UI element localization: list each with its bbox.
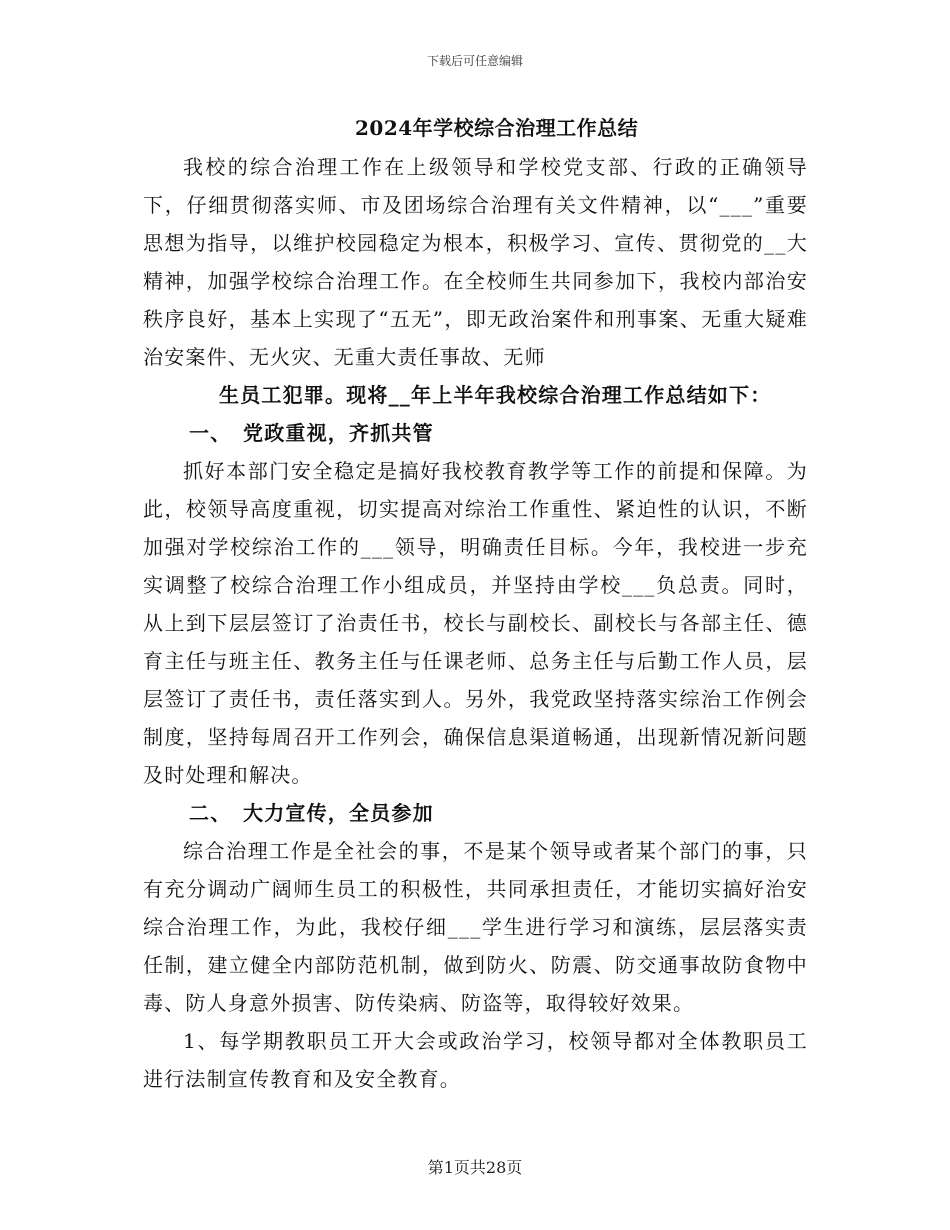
section-number: 二、	[189, 801, 232, 825]
page-header: 下载后可任意编辑	[426, 54, 523, 68]
intro-paragraph: 我校的综合治理工作在上级领导和学校党支部、行政的正确领导下，仔细贯彻落实师、市及团场综合治理有关文件精神，以“___”重要思想为指导，以维护校园稳定为根本，积极学习、宣传、贯彻党的__大精神，加强学校综合治理工作。在全校师生共同参加下，我校内部治安秩序良好，基本上实现了“五无”，即无政治案件和刑事案、无重大疑难治安案件、无火灾、无重大责任事故、无师	[143, 155, 808, 369]
intro-summary-line: 生员工犯罪。现将__年上半年我校综合治理工作总结如下：	[219, 383, 772, 407]
document-title: 2024年学校综合治理工作总结	[355, 116, 639, 140]
section-2-paragraph: 综合治理工作是全社会的事，不是某个领导或者某个部门的事，只有充分调动广阔师生员工的积极性，共同承担责任，才能切实搞好治安综合治理工作，为此，我校仔细___学生进行学习和演练，层层落实责任制，建立健全内部防范机制，做到防火、防震、防交通事故防食物中毒、防人身意外损害、防传染病、防盗等，取得较好效果。	[143, 839, 808, 1015]
section-heading-1	[143, 414, 808, 452]
document-body	[143, 108, 808, 1098]
page-number: 第1页共28页	[427, 1158, 523, 1177]
section-title: 大力宣传，全员参加	[243, 801, 434, 825]
section-heading-2	[143, 794, 808, 832]
section-title: 党政重视，齐抓共管	[243, 421, 434, 445]
section-1-paragraph: 抓好本部门安全稳定是搞好我校教育教学等工作的前提和保障。为此，校领导高度重视，切实提高对综治工作重性、紧迫性的认识，不断加强对学校综治工作的___领导，明确责任目标。今年，我校进一步充实调整了校综合治理工作小组成员，并坚持由学校___负总责。同时，从上到下层层签订了治责任书，校长与副校长、副校长与各部主任、德育主任与班主任、教务主任与任课老师、总务主任与后勤工作人员，层层签订了责任书，责任落实到人。另外，我党政坚持落实综治工作例会制度，坚持每周召开工作列会，确保信息渠道畅通，出现新情况新问题及时处理和解决。	[143, 459, 808, 787]
section-number: 一、	[189, 421, 232, 445]
section-2-item-1: 1、每学期教职员工开大会或政治学习，校领导都对全体教职员工进行法制宣传教育和及安全教育。	[143, 1029, 808, 1091]
